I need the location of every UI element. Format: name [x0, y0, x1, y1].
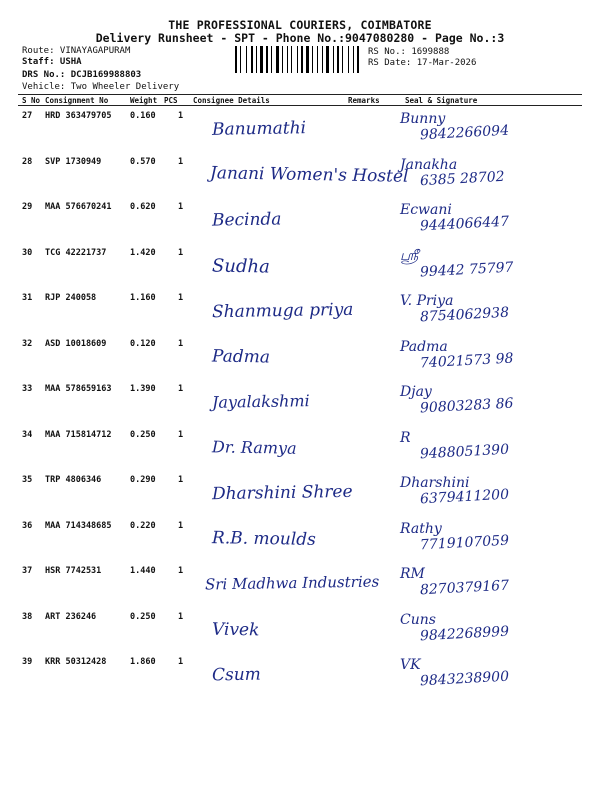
- col-pcs: PCS: [164, 96, 178, 105]
- table-row: [0, 564, 600, 606]
- consignee-name-handwritten: R.B. moulds: [211, 527, 317, 550]
- consignee-name-handwritten: Jayalakshmi: [211, 391, 310, 412]
- header-bottom-rule: [18, 105, 582, 106]
- receiver-phone-handwritten: 9488051390: [419, 441, 510, 462]
- company-title: THE PROFESSIONAL COURIERS, COIMBATORE: [168, 18, 432, 32]
- rs-number: RS No.: 1699888: [368, 47, 450, 57]
- row-sno: 30: [22, 247, 33, 258]
- row-weight: 1.390: [130, 384, 156, 394]
- receiver-signature: Bunny: [400, 111, 446, 127]
- receiver-signature: Janakha: [400, 156, 458, 173]
- table-row: [0, 519, 600, 561]
- row-consignment: ASD 10018609: [45, 338, 107, 349]
- row-consignment: ART 236246: [45, 611, 97, 622]
- table-row: [0, 473, 600, 515]
- vehicle-label: Vehicle: Two Wheeler Delivery: [22, 82, 180, 92]
- row-consignment: TCG 42221737: [45, 247, 107, 258]
- row-pcs: 1: [178, 429, 184, 440]
- col-consignee: Consignee Details: [193, 96, 270, 105]
- row-sno: 38: [22, 611, 33, 622]
- route-label: Route: VINAYAGAPURAM: [22, 46, 131, 56]
- row-consignment: MAA 715814712: [45, 429, 112, 440]
- receiver-signature: RM: [400, 566, 425, 582]
- staff-label: Staff: USHA: [22, 57, 82, 67]
- receiver-phone-handwritten: 99442 75797: [419, 259, 514, 280]
- receiver-phone-handwritten: 8270379167: [419, 577, 510, 599]
- receiver-signature: Djay: [400, 384, 432, 400]
- row-sno: 36: [22, 520, 33, 531]
- consignee-name-handwritten: Shanmuga priya: [211, 299, 354, 323]
- row-pcs: 1: [178, 111, 184, 121]
- row-weight: 0.250: [130, 611, 156, 622]
- row-pcs: 1: [178, 566, 184, 576]
- row-sno: 34: [22, 429, 33, 440]
- table-row: [0, 200, 600, 242]
- row-sno: 35: [22, 475, 33, 485]
- consignee-name-handwritten: Sri Madhwa Industries: [204, 572, 380, 594]
- table-row: [0, 610, 600, 652]
- row-sno: 27: [22, 111, 33, 121]
- row-sno: 31: [22, 293, 33, 303]
- row-pcs: 1: [178, 657, 184, 667]
- row-sno: 28: [22, 156, 33, 167]
- receiver-signature: Cuns: [400, 611, 436, 628]
- col-weight: Weight: [130, 96, 158, 105]
- row-pcs: 1: [178, 520, 184, 531]
- table-row: [0, 155, 600, 197]
- col-sno: S No: [22, 96, 41, 105]
- receiver-signature: V. Priya: [400, 293, 454, 309]
- table-row: [0, 337, 600, 379]
- col-seal: Seal & Signature: [405, 96, 478, 105]
- barcode-image: [235, 46, 363, 73]
- row-sno: 29: [22, 202, 33, 212]
- row-weight: 0.160: [130, 111, 156, 121]
- table-row: [0, 246, 600, 288]
- consignee-name-handwritten: Becinda: [211, 209, 282, 231]
- receiver-phone-handwritten: 9444066447: [419, 213, 510, 235]
- row-pcs: 1: [178, 202, 184, 212]
- row-weight: 0.250: [130, 429, 156, 440]
- receiver-phone-handwritten: 6385 28702: [419, 168, 505, 189]
- receiver-signature: Rathy: [400, 520, 442, 537]
- row-consignment: MAA 714348685: [45, 520, 112, 531]
- col-consignment: Consignment No: [45, 96, 109, 105]
- row-weight: 1.160: [130, 293, 156, 303]
- row-pcs: 1: [178, 293, 184, 303]
- row-weight: 0.120: [130, 338, 156, 349]
- row-weight: 0.220: [130, 520, 156, 531]
- consignee-name-handwritten: Janani Women's Hostel: [209, 162, 409, 187]
- header-top-rule: [18, 94, 582, 95]
- row-consignment: MAA 576670241: [45, 202, 112, 212]
- row-consignment: HSR 7742531: [45, 566, 102, 576]
- row-weight: 0.620: [130, 202, 156, 212]
- receiver-phone-handwritten: 7719107059: [419, 532, 510, 553]
- table-row: [0, 109, 600, 151]
- row-consignment: SVP 1730949: [45, 156, 102, 167]
- receiver-phone-handwritten: 90803283 86: [419, 395, 514, 417]
- row-weight: 1.420: [130, 247, 156, 258]
- receiver-signature: VK: [400, 657, 421, 673]
- row-consignment: KRR 50312428: [45, 657, 107, 667]
- row-consignment: MAA 578659163: [45, 384, 112, 394]
- row-pcs: 1: [178, 384, 184, 394]
- runsheet-subtitle: Delivery Runsheet - SPT - Phone No.:9047080280 - Page No.:3: [95, 31, 505, 45]
- consignee-name-handwritten: Dharshini Shree: [211, 481, 353, 505]
- row-pcs: 1: [178, 156, 184, 167]
- receiver-phone-handwritten: 74021573 98: [419, 350, 514, 371]
- receiver-phone-handwritten: 9843238900: [419, 668, 510, 690]
- row-consignment: TRP 4806346: [45, 475, 102, 485]
- row-pcs: 1: [178, 247, 184, 258]
- receiver-signature: Ecwani: [400, 202, 452, 218]
- col-remarks: Remarks: [348, 96, 380, 105]
- row-weight: 1.860: [130, 657, 156, 667]
- consignee-name-handwritten: Banumathi: [211, 118, 307, 140]
- drs-number: DRS No.: DCJB169988803: [22, 70, 142, 80]
- consignee-name-handwritten: Vivek: [211, 619, 260, 640]
- row-sno: 39: [22, 657, 33, 667]
- row-weight: 0.570: [130, 156, 156, 167]
- receiver-signature: ஸ்ரீ: [400, 247, 419, 264]
- receiver-phone-handwritten: 6379411200: [419, 486, 510, 508]
- receiver-phone-handwritten: 9842266094: [419, 122, 510, 144]
- row-pcs: 1: [178, 475, 184, 485]
- row-consignment: RJP 240058: [45, 293, 97, 303]
- receiver-signature: R: [400, 429, 411, 446]
- receiver-phone-handwritten: 8754062938: [419, 304, 510, 326]
- rs-date: RS Date: 17-Mar-2026: [368, 58, 477, 68]
- consignee-name-handwritten: Padma: [211, 345, 271, 368]
- row-pcs: 1: [178, 338, 184, 349]
- table-row: [0, 428, 600, 470]
- consignee-name-handwritten: Csum: [211, 664, 261, 686]
- row-pcs: 1: [178, 611, 184, 622]
- row-sno: 37: [22, 566, 33, 576]
- receiver-phone-handwritten: 9842268999: [419, 623, 510, 644]
- table-row: [0, 655, 600, 697]
- row-consignment: HRD 363479705: [45, 111, 112, 121]
- row-weight: 1.440: [130, 566, 156, 576]
- row-weight: 0.290: [130, 475, 156, 485]
- receiver-signature: Dharshini: [400, 475, 470, 491]
- table-row: [0, 291, 600, 333]
- row-sno: 32: [22, 338, 33, 349]
- row-sno: 33: [22, 384, 33, 394]
- receiver-signature: Padma: [400, 338, 448, 355]
- consignee-name-handwritten: Sudha: [211, 254, 270, 278]
- table-row: [0, 382, 600, 424]
- consignee-name-handwritten: Dr. Ramya: [211, 436, 297, 458]
